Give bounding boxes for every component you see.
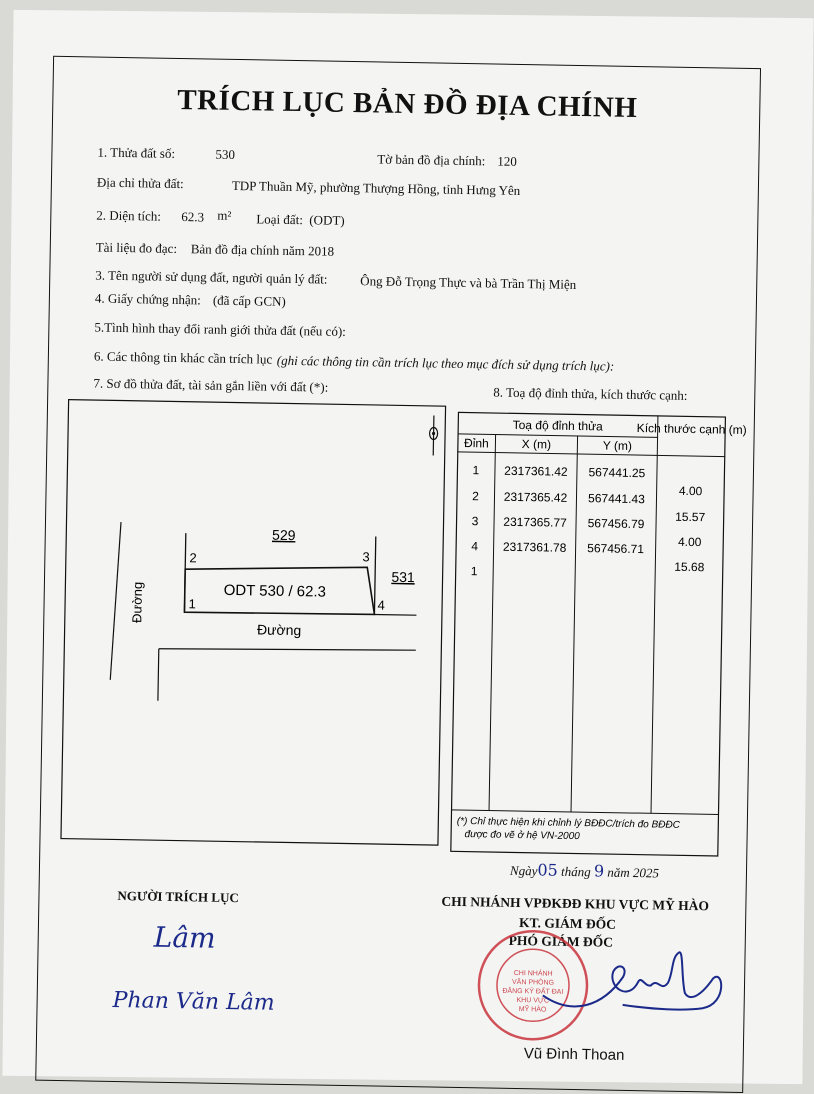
table-cell-vertex: 1 (470, 564, 478, 579)
table-cell-y: 567456.71 (587, 541, 645, 557)
document-title: TRÍCH LỤC BẢN ĐỒ ĐỊA CHÍNH (177, 83, 638, 124)
extractor-signature: Lâm (153, 920, 216, 955)
table-cell-x: 2317365.77 (503, 514, 567, 530)
diagram-border (61, 400, 446, 846)
director-name: Vũ Đình Thoan (523, 1045, 625, 1064)
neighbor-531-label: 531 (391, 568, 415, 586)
map-sheet-label: Tờ bản đồ địa chính: (377, 151, 486, 169)
survey-doc-label: Tài liệu đo đạc: (95, 239, 178, 256)
neighbor-529-label: 529 (271, 526, 296, 544)
road-edge-vertical (158, 649, 159, 701)
director-signature (532, 945, 733, 1023)
owner-value: Ông Đỗ Trọng Thực và bà Trần Thị Miện (360, 273, 577, 292)
table-cell-y: 567441.25 (588, 465, 646, 481)
table-cell-length: 4.00 (678, 483, 703, 499)
coords-label: 8. Toạ độ đỉnh thửa, kích thước cạnh: (493, 384, 688, 403)
document-frame (35, 56, 761, 1093)
vertex-3: 3 (362, 549, 370, 565)
paper-sheet (2, 10, 813, 1084)
table-cell-y: 567441.43 (588, 491, 645, 507)
address-value: TDP Thuần Mỹ, phường Thượng Hồng, tỉnh Hưng Yên (231, 177, 521, 198)
survey-doc-value: Bản đồ địa chính năm 2018 (190, 241, 335, 259)
date-line (510, 860, 659, 882)
date-year: năm 2025 (607, 864, 660, 881)
extractor-title: NGƯỜI TRÍCH LỤC (117, 888, 239, 906)
table-footnote-2: được đo vẽ ở hệ VN-2000 (464, 829, 580, 843)
table-cell-length: 4.00 (677, 534, 702, 550)
certificate-label: 4. Giấy chứng nhận: (94, 290, 201, 308)
office-name: CHI NHÁNH VPĐKĐĐ KHU VỰC MỸ HÀO (441, 893, 710, 914)
table-cell-y: 567456.79 (587, 516, 645, 532)
boundary-right-extension (374, 614, 416, 615)
land-type-value: (ODT) (309, 212, 345, 228)
table-lengths (674, 484, 706, 575)
date-month-label: tháng (560, 863, 591, 880)
coordinates-table (450, 412, 747, 857)
table-cell-x: 2317361.42 (504, 463, 568, 479)
table-header-length-text: Kích thước cạnh (m) (636, 421, 747, 437)
table-cell-x: 2317365.42 (503, 489, 568, 505)
table-cell-length: 15.68 (674, 559, 705, 575)
area-label: 2. Diện tích: (96, 207, 162, 224)
table-header-x: X (m) (521, 437, 552, 452)
parcel-no-label: 1. Thửa đất số: (97, 144, 176, 161)
date-month: 9 (593, 861, 605, 881)
date-prefix: Ngày (509, 862, 538, 879)
table-cell-vertex: 3 (471, 514, 479, 529)
svg-text:KHU VỰC: KHU VỰC (516, 997, 549, 1005)
date-day: 05 (537, 860, 558, 880)
table-header-length (637, 421, 747, 437)
authority-line-2: PHÓ GIÁM ĐỐC (508, 932, 614, 950)
table-footnote-1: (*) Chỉ thực hiện khi chỉnh lý BĐĐC/trích đo BĐĐC (456, 815, 680, 831)
neighbor-boundary-right (374, 536, 375, 614)
vertex-4: 4 (377, 597, 385, 613)
north-arrow-icon (429, 415, 438, 455)
area-value: 62.3 (181, 209, 205, 225)
table-cell-vertex: 1 (472, 463, 480, 478)
table-cell-vertex: 2 (472, 489, 479, 504)
table-header-coords: Toạ độ đỉnh thửa (512, 417, 603, 434)
svg-text:CHI NHÁNH: CHI NHÁNH (513, 969, 553, 978)
table-rows (471, 463, 646, 581)
land-type-label: Loại đất: (256, 211, 304, 228)
parcel-label: ODT 530 / 62.3 (223, 581, 327, 601)
road-horizontal-label: Đường (256, 621, 302, 639)
extractor-name: Phan Văn Lâm (112, 987, 275, 1016)
road-vertical-label: Đường (129, 581, 145, 624)
table-header-y: Y (m) (602, 438, 633, 453)
svg-text:MỸ HÀO: MỸ HÀO (518, 1006, 547, 1014)
road-edge-left (110, 522, 121, 680)
table-cell-x: 2317361.78 (502, 539, 567, 555)
svg-text:ĐĂNG KÝ ĐẤT ĐAI: ĐĂNG KÝ ĐẤT ĐAI (502, 987, 564, 996)
diagram-label: 7. Sơ đồ thửa đất, tài sản gắn liền với đất (*): (93, 375, 329, 395)
vertex-1: 1 (188, 596, 196, 612)
other-info-note: (ghi các thông tin cần trích lục theo mục đích sử dụng trích lục): (276, 352, 615, 374)
map-sheet-value: 120 (497, 153, 517, 169)
certificate-value: (đã cấp GCN) (212, 292, 286, 309)
parcel-no-value: 530 (215, 146, 236, 162)
parcel-diagram (60, 399, 446, 846)
table-cell-vertex: 4 (471, 539, 479, 554)
owner-label: 3. Tên người sử dụng đất, người quản lý đất: (95, 267, 328, 287)
boundary-change-label: 5.Tình hình thay đổi ranh giới thửa đất (nếu có): (94, 319, 346, 339)
table-cell-length: 15.57 (675, 509, 706, 525)
road-edge-bottom (159, 646, 416, 653)
svg-text:VĂN PHÒNG: VĂN PHÒNG (511, 978, 555, 987)
vertex-2: 2 (189, 550, 197, 566)
authority-line-1: KT. GIÁM ĐỐC (518, 915, 617, 932)
other-info-label: 6. Các thông tin khác cần trích lục (93, 348, 273, 367)
area-unit: m² (217, 207, 232, 223)
address-label: Địa chỉ thửa đất: (96, 174, 184, 192)
table-header-vertex: Đỉnh (463, 436, 489, 451)
